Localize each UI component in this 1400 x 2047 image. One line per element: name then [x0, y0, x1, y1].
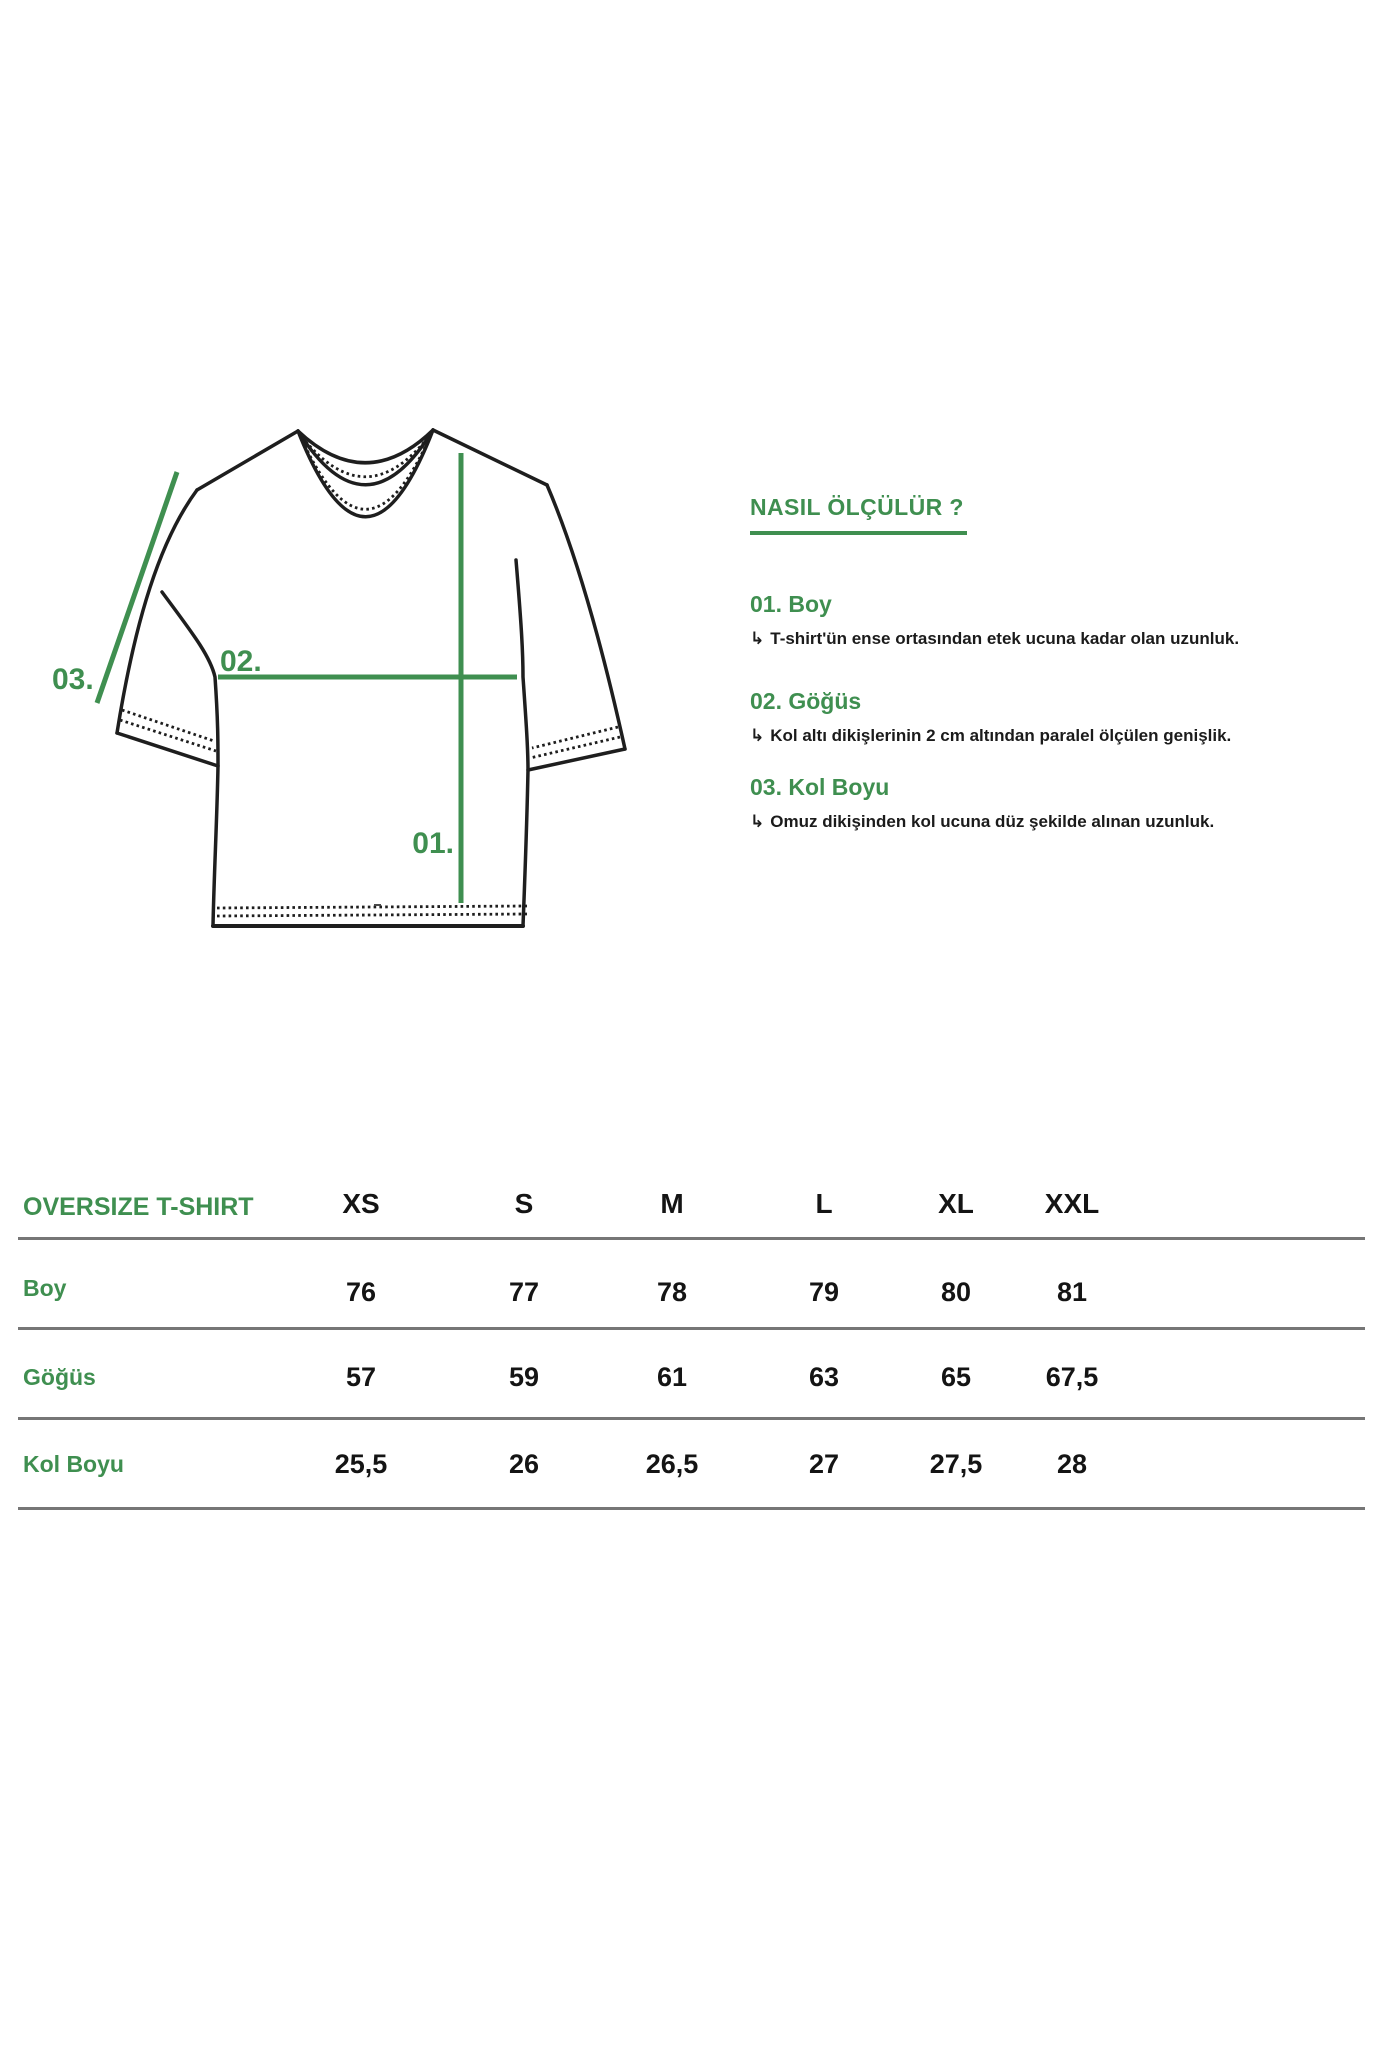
cell-kol-xxl: 28: [1056, 1449, 1088, 1479]
left-sleeve-stitch: [120, 710, 216, 751]
row-label-kol-boyu: Kol Boyu: [23, 1451, 124, 1477]
collar-stitch-lower: [300, 434, 431, 509]
cell-boy-xs: 76: [345, 1277, 377, 1307]
cell-gogus-xs: 57: [345, 1362, 377, 1392]
table-divider: [18, 1417, 1365, 1420]
size-col-xxl: XXL: [1044, 1188, 1100, 1219]
cell-gogus-l: 63: [808, 1362, 840, 1392]
return-arrow-icon: ↳: [750, 726, 765, 745]
measure-label-01: 01.: [412, 827, 454, 860]
measurement-lines: [97, 453, 517, 903]
cell-kol-l: 27: [808, 1449, 840, 1479]
cell-boy-xxl: 81: [1056, 1277, 1088, 1307]
cell-kol-m: 26,5: [645, 1449, 699, 1479]
measure-item-description: [750, 630, 1239, 647]
right-body-edge: [516, 560, 528, 926]
measure-item-heading: 03. Kol Boyu: [750, 774, 890, 800]
title-underline: [750, 531, 967, 535]
row-label-gogus: Göğüs: [23, 1364, 96, 1390]
collar-stitch-upper: [302, 436, 429, 477]
cell-kol-xl: 27,5: [929, 1449, 983, 1479]
left-body-edge: [162, 592, 218, 926]
size-col-m: M: [660, 1188, 684, 1219]
measure-item-description: [750, 813, 1214, 830]
size-col-l: L: [815, 1188, 833, 1219]
measure-label-02: 02.: [220, 645, 262, 678]
collar-outer-curve: [298, 430, 433, 517]
measure-item-text: Omuz dikişinden kol ucuna düz şekilde alınan uzunluk.: [770, 812, 1215, 831]
row-label-boy: Boy: [23, 1275, 67, 1301]
cell-boy-s: 77: [508, 1277, 540, 1307]
measure-item-heading: 02. Göğüs: [750, 688, 862, 714]
left-sleeve-hem-edge: [117, 733, 218, 766]
size-col-s: S: [514, 1188, 534, 1219]
right-sleeve-outer-edge: [547, 485, 625, 749]
measure-item-text: T-shirt'ün ense ortasından etek ucuna kadar olan uzunluk.: [770, 629, 1240, 648]
bottom-hem-stitch: [217, 906, 527, 916]
cell-kol-xs: 25,5: [334, 1449, 388, 1479]
measure-item-kol-boyu: [750, 776, 1214, 830]
size-col-xs: XS: [342, 1188, 380, 1219]
how-to-measure-title: NASIL ÖLÇÜLÜR ?: [750, 494, 964, 520]
cell-kol-s: 26: [508, 1449, 540, 1479]
table-product-label: OVERSIZE T-SHIRT: [23, 1193, 254, 1221]
return-arrow-icon: ↳: [750, 629, 765, 648]
measure-item-description: [750, 727, 1231, 744]
measure-item-gogus: [750, 690, 1231, 744]
cell-boy-l: 79: [808, 1277, 840, 1307]
cell-boy-xl: 80: [940, 1277, 972, 1307]
return-arrow-icon: ↳: [750, 812, 765, 831]
tshirt-measurement-diagram: [40, 380, 680, 940]
table-divider: [18, 1327, 1365, 1330]
table-divider: [18, 1237, 1365, 1240]
shoulder-seams: [197, 430, 547, 490]
cell-gogus-m: 61: [656, 1362, 688, 1392]
measure-item-text: Kol altı dikişlerinin 2 cm altından paralel ölçülen genişlik.: [770, 726, 1232, 745]
measure-line-03-sleeve: [97, 472, 177, 703]
cell-gogus-xl: 65: [940, 1362, 972, 1392]
measure-item-heading: 01. Boy: [750, 591, 832, 617]
cell-boy-m: 78: [656, 1277, 688, 1307]
cell-gogus-xxl: 67,5: [1045, 1362, 1099, 1392]
measure-label-03: 03.: [52, 663, 94, 696]
measure-item-boy: [750, 593, 1239, 647]
cell-gogus-s: 59: [508, 1362, 540, 1392]
table-divider: [18, 1507, 1365, 1510]
size-col-xl: XL: [938, 1188, 974, 1219]
right-sleeve-hem-edge: [528, 749, 625, 770]
